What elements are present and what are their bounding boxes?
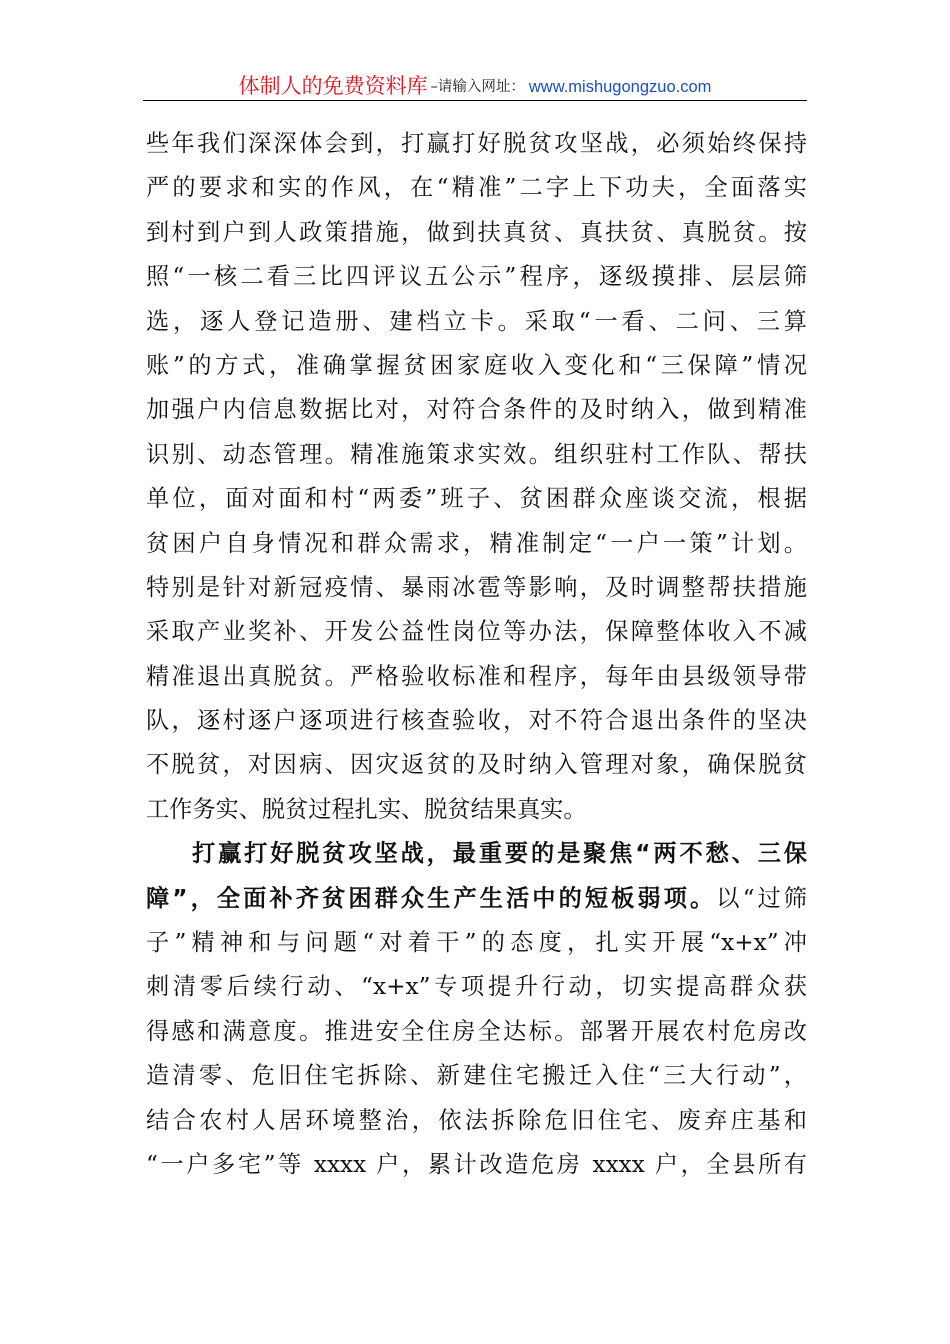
text-line: 造清零、危旧住宅拆除、新建住宅搬迁入住“三大行动”， bbox=[146, 1062, 807, 1090]
text-line: 子”精神和与问题“对着干”的态度，扎实开展“x+x”冲 bbox=[146, 929, 807, 957]
text-line-mixed bbox=[146, 877, 807, 921]
bold-heading-part2: 障”，全面补齐贫困群众生产生活中的短板弱项。 bbox=[146, 884, 717, 912]
text-line: 采取产业奖补、开发公益性岗位等办法，保障整体收入不减 bbox=[146, 618, 807, 646]
text-line: 照“一核二看三比四评议五公示”程序，逐级摸排、层层筛 bbox=[146, 263, 807, 291]
site-name: 体制人的免费资料库 bbox=[238, 74, 428, 98]
text-line: 工作务实、脱贫过程扎实、脱贫结果真实。 bbox=[146, 795, 587, 823]
text-line: 到村到户到人政策措施，做到扶真贫、真扶贫、真脱贫。按 bbox=[146, 218, 807, 246]
text-line: 加强户内信息数据比对，对符合条件的及时纳入，做到精准 bbox=[146, 396, 807, 424]
text-line: 识别、动态管理。精准施策求实效。组织驻村工作队、帮扶 bbox=[146, 440, 807, 468]
text-line: 得感和满意度。推进安全住房全达标。部署开展农村危房改 bbox=[146, 1017, 807, 1045]
text-line: 单位，面对面和村“两委”班子、贫困群众座谈交流，根据 bbox=[146, 485, 807, 513]
text-span: 以“过筛 bbox=[716, 884, 807, 912]
text-line: “一户多宅”等 xxxx 户，累计改造危房 xxxx 户，全县所有 bbox=[146, 1150, 807, 1178]
text-line: 些年我们深深体会到，打赢打好脱贫攻坚战，必须始终保持 bbox=[146, 130, 807, 157]
text-line: 特别是针对新冠疫情、暴雨冰雹等影响，及时调整帮扶措施 bbox=[146, 573, 807, 601]
text-line: 贫困户自身情况和群众需求，精准制定“一户一策”计划。 bbox=[146, 529, 807, 557]
text-line: 账”的方式，准确掌握贫困家庭收入变化和“三保障”情况 bbox=[146, 351, 807, 379]
url-prompt: –请输入网址： bbox=[430, 79, 525, 95]
bold-heading-part1: 打赢打好脱贫攻坚战，最重要的是聚焦“两不愁、三保 bbox=[192, 840, 807, 868]
text-line: 队，逐村逐户逐项进行核查验收，对不符合退出条件的坚决 bbox=[146, 707, 807, 735]
text-line: 严的要求和实的作风，在“精准”二字上下功夫，全面落实 bbox=[146, 174, 807, 202]
site-url-link[interactable]: www.mishugongzuo.com bbox=[528, 78, 712, 96]
text-line: 刺清零后续行动、“x+x”专项提升行动，切实提高群众获 bbox=[146, 973, 807, 1001]
page-header bbox=[143, 70, 807, 101]
document-body bbox=[146, 122, 807, 1187]
text-line: 精准退出真脱贫。严格验收标准和程序，每年由县级领导带 bbox=[146, 662, 807, 690]
text-line: 结合农村人居环境整治，依法拆除危旧住宅、废弃庄基和 bbox=[146, 1106, 807, 1134]
text-line-bold bbox=[146, 832, 807, 876]
text-line: 不脱贫，对因病、因灾返贫的及时纳入管理对象，确保脱贫 bbox=[146, 751, 807, 779]
text-line: 选，逐人登记造册、建档立卡。采取“一看、二问、三算 bbox=[146, 307, 807, 335]
